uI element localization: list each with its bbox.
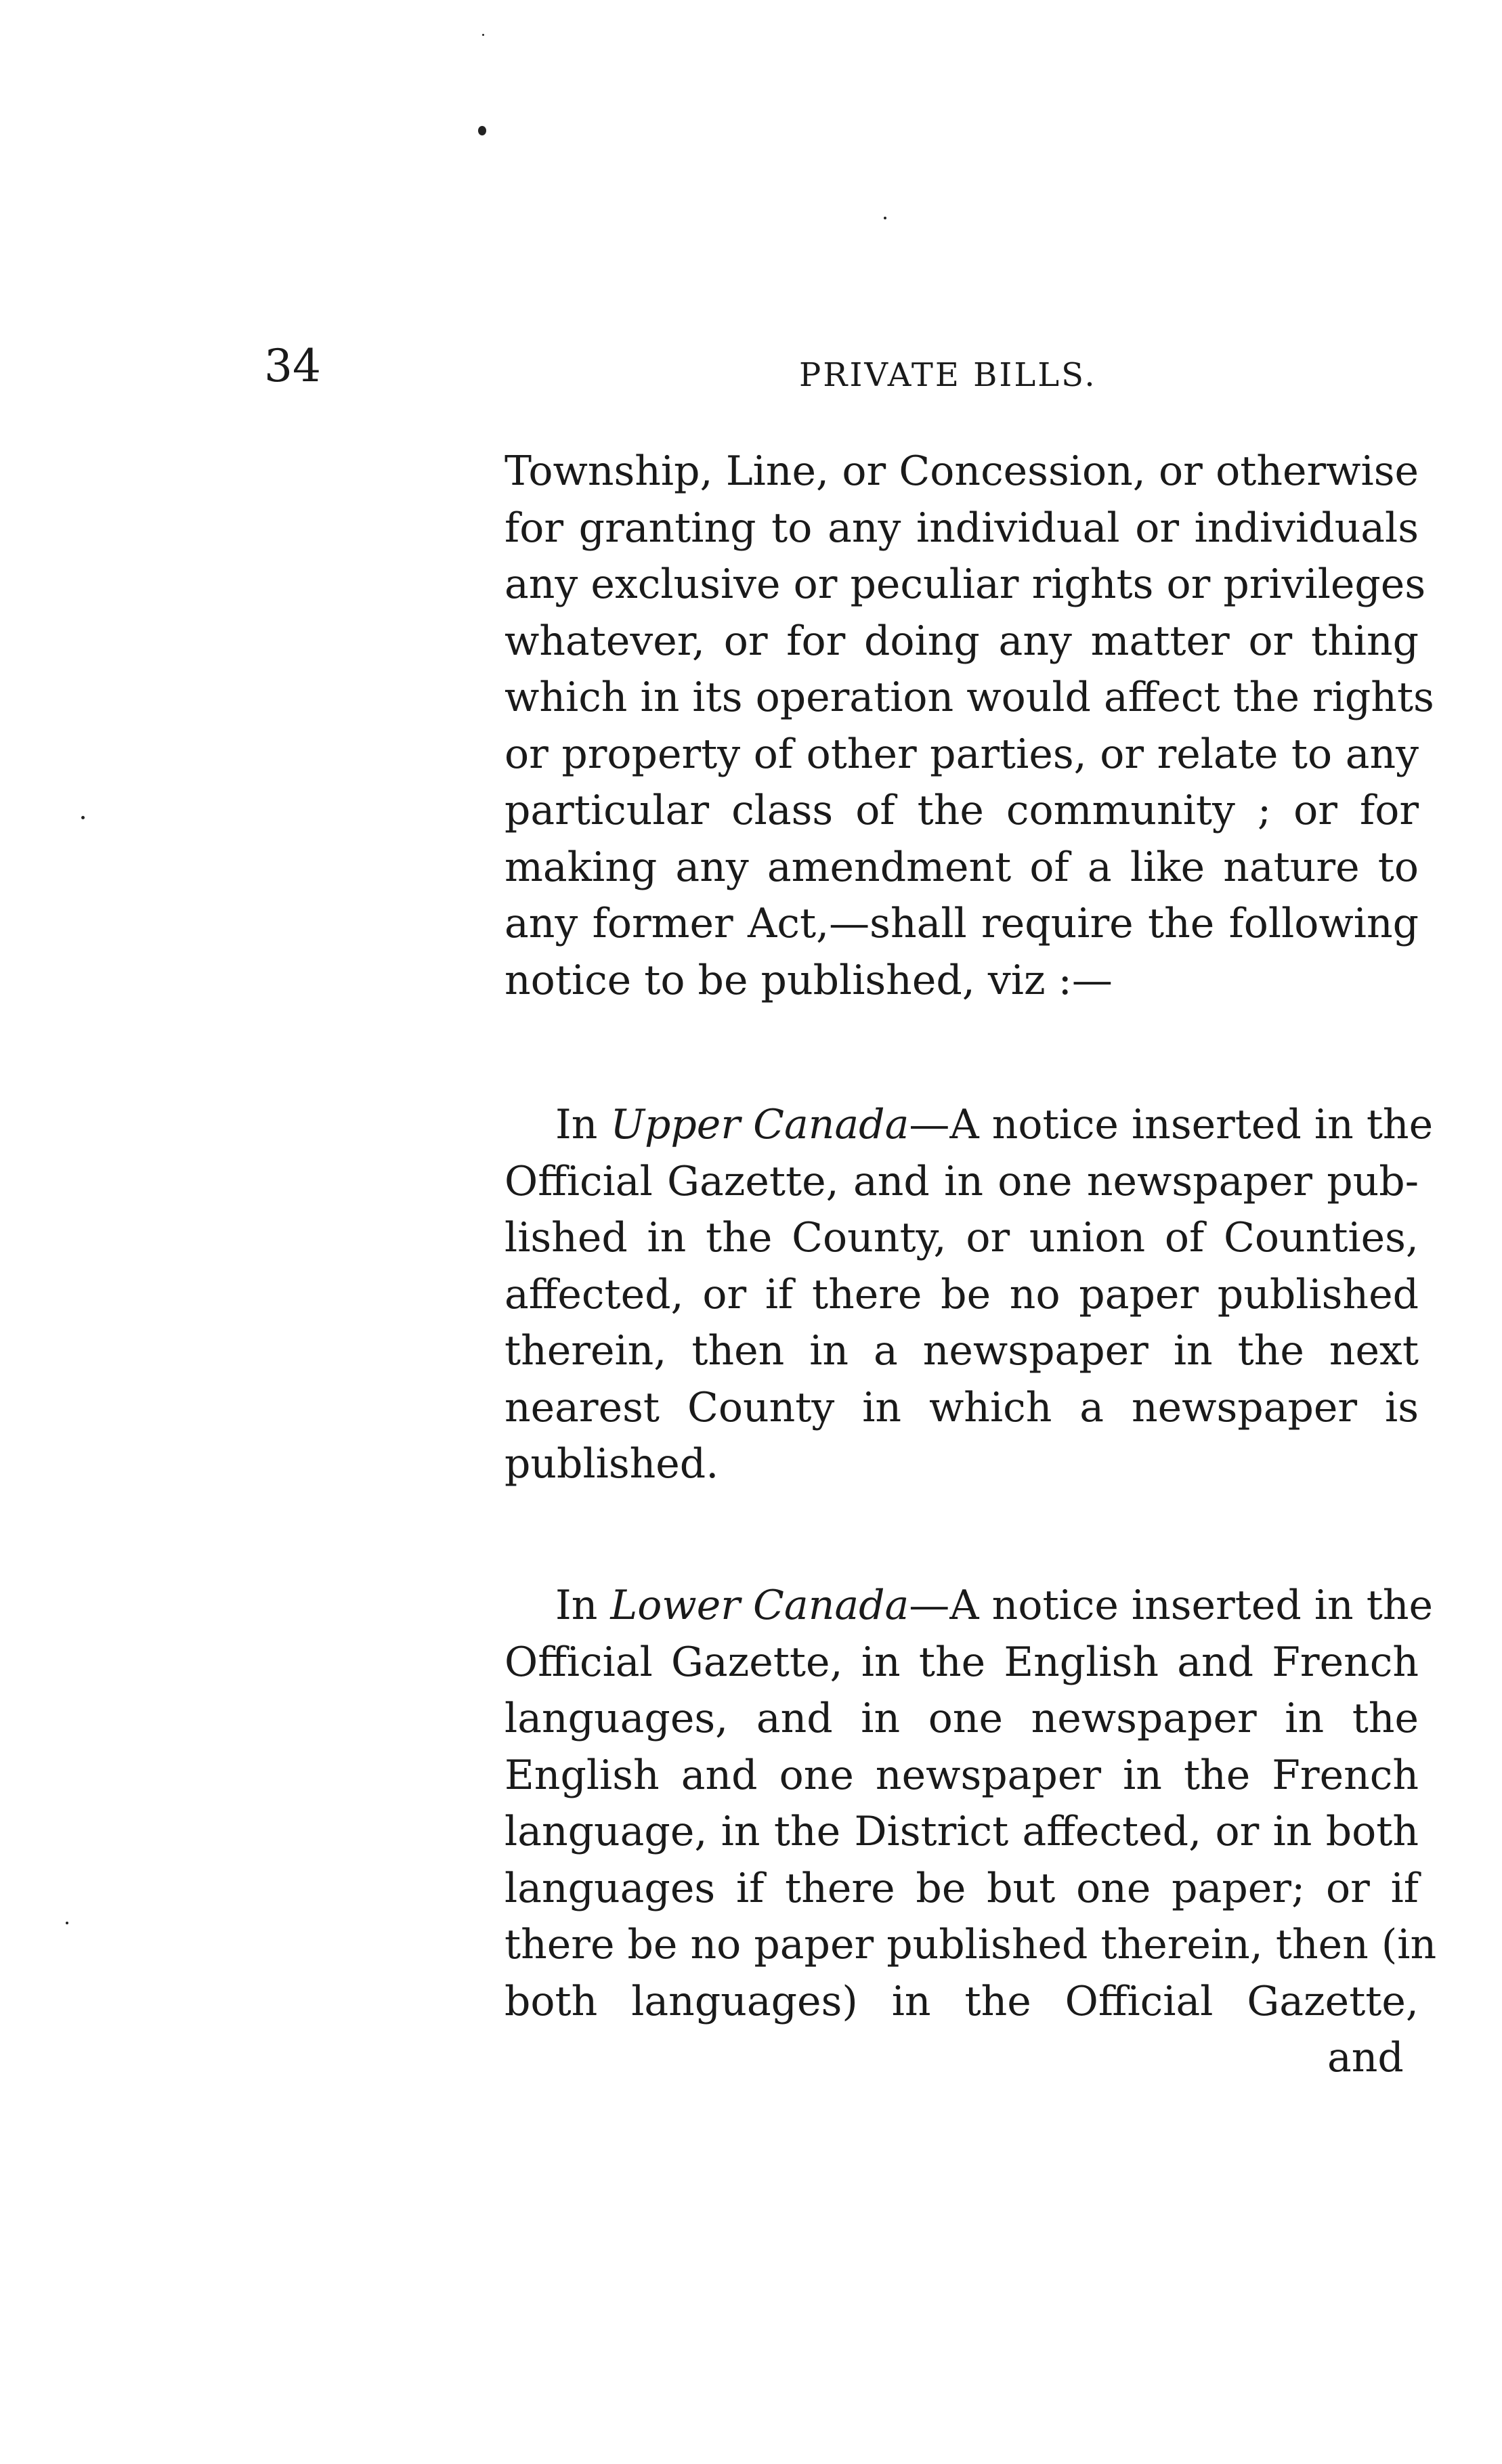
page-number: 34	[264, 340, 321, 392]
text-line: language, in the District affected, or in both	[505, 1808, 1419, 1855]
text-line: languages, and in one newspaper in the	[505, 1695, 1419, 1742]
text-line: Official Gazette, in the English and French	[505, 1638, 1419, 1686]
text-line: nearest County in which a newspaper is	[505, 1383, 1419, 1431]
text-line: any exclusive or peculiar rights or privileges	[505, 561, 1426, 608]
paragraph-lower-canada	[505, 1578, 1437, 2030]
text-line: lished in the County, or union of Counties,	[505, 1214, 1419, 1261]
text-line: Township, Line, or Concession, or otherwise	[505, 448, 1419, 495]
text-fragment: —A notice inserted in the	[909, 1582, 1434, 1629]
lead-word: In	[555, 1582, 611, 1629]
paragraph-upper-canada	[505, 1097, 1434, 1493]
text-line: for granting to any individual or individuals	[505, 504, 1419, 552]
text-line: English and one newspaper in the French	[505, 1751, 1419, 1799]
text-line: whatever, or for doing any matter or thing	[505, 617, 1419, 665]
text-line: therein, then in a newspaper in the next	[505, 1327, 1419, 1375]
text-line: particular class of the community ; or for	[505, 787, 1419, 834]
text-line: or property of other parties, or relate to any	[505, 730, 1419, 778]
text-line: which in its operation would affect the rights	[505, 674, 1434, 721]
ink-speck	[482, 34, 484, 36]
paragraph-continuation	[505, 444, 1434, 1009]
lead-word: In	[555, 1101, 611, 1148]
text-line: both languages) in the Official Gazette,	[505, 1977, 1419, 2025]
region-name: Upper Canada	[610, 1101, 909, 1148]
region-name: Lower Canada	[610, 1582, 909, 1629]
running-head: PRIVATE BILLS.	[799, 356, 1097, 394]
text-line: making any amendment of a like nature to	[505, 843, 1419, 891]
text-line-first	[505, 1097, 1434, 1154]
text-line: languages if there be but one paper; or if	[505, 1864, 1419, 1912]
ink-speck	[884, 217, 886, 219]
text-line: affected, or if there be no paper published	[505, 1270, 1419, 1318]
text-line: notice to be published, viz :—	[505, 956, 1113, 1004]
text-line: there be no paper published therein, then (in	[505, 1921, 1437, 1968]
catchword: and	[1327, 2034, 1404, 2081]
ink-speck	[66, 1922, 68, 1924]
ink-speck	[81, 816, 85, 819]
text-line-first	[505, 1578, 1434, 1635]
text-fragment: —A notice inserted in the	[909, 1101, 1434, 1148]
ink-speck	[478, 126, 486, 135]
text-line: published.	[505, 1440, 719, 1488]
text-line: any former Act,—shall require the following	[505, 900, 1419, 947]
text-line: Official Gazette, and in one newspaper pub-	[505, 1157, 1419, 1205]
